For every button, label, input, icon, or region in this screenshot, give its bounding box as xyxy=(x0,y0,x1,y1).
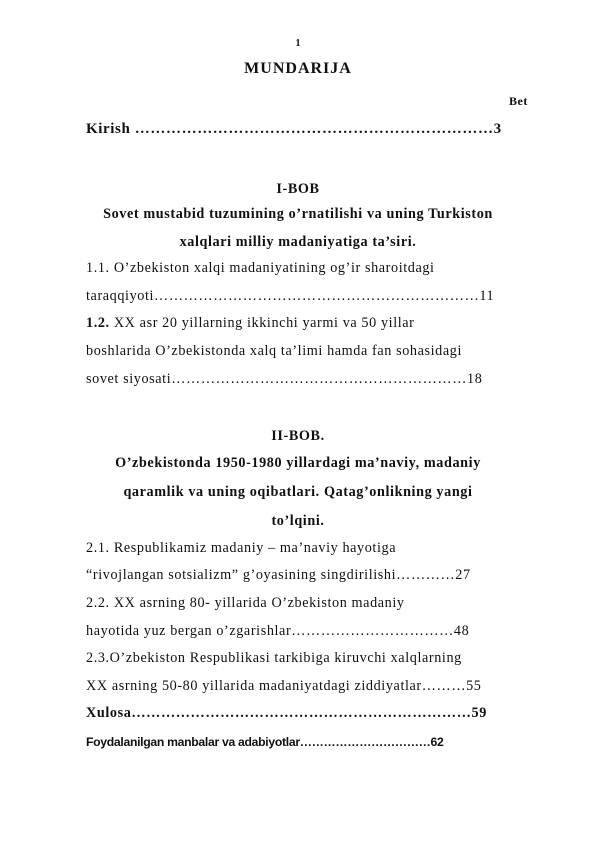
chapter2-title-line2: qaramlik va uning oqibatlari. Qatag’onlikning yangi xyxy=(123,484,473,500)
chapter1-title-line2: xalqlari milliy madaniyatiga ta’siri. xyxy=(179,234,417,250)
toc-2-1-line2: “rivojlangan sotsializm” g’oyasining singdirilishi…………27 xyxy=(86,567,471,583)
chapter2-title-line3: to’lqini. xyxy=(271,513,325,529)
chapter1-heading: I-BOB xyxy=(276,181,320,197)
page-number: 1 xyxy=(295,38,301,49)
page-column-label: Bet xyxy=(509,94,528,108)
toc-conclusion: Xulosa……………………………………………………………59 xyxy=(86,705,487,721)
chapter1-title-line1: Sovet mustabid tuzumining o’rnatilishi va uning Turkiston xyxy=(103,206,493,222)
toc-1-1-line2: taraqqiyoti…………………………………………………………11 xyxy=(86,288,495,304)
toc-2-3-line2: XX asrning 50-80 yillarida madaniyatdagi ziddiyatlar………55 xyxy=(86,678,482,694)
page-title: MUNDARIJA xyxy=(244,60,352,77)
toc-references: Foydalanilgan manbalar va adabiyotlar……………………………62 xyxy=(86,735,444,749)
toc-intro: Kirish ……………………………………………………………3 xyxy=(86,121,502,137)
toc-1-2-line3: sovet siyosati……………………………………………………18 xyxy=(86,371,483,387)
toc-2-2-line2: hayotida yuz bergan o’zgarishlar……………………………48 xyxy=(86,623,470,639)
toc-2-2-line1: 2.2. XX asrning 80- yillarida O’zbekiston madaniy xyxy=(86,595,405,611)
toc-2-3-line1: 2.3.O’zbekiston Respublikasi tarkibiga kiruvchi xalqlarning xyxy=(86,650,462,666)
toc-1-2-line1 xyxy=(86,315,415,332)
toc-1-2-number: 1.2. xyxy=(86,315,110,331)
toc-2-1-line1: 2.1. Respublikamiz madaniy – ma’naviy hayotiga xyxy=(86,540,397,556)
toc-1-1-line1: 1.1. O’zbekiston xalqi madaniyatining og’ir sharoitdagi xyxy=(86,260,435,276)
chapter2-heading: II-BOB. xyxy=(271,428,325,444)
toc-1-2-text: XX asr 20 yillarning ikkinchi yarmi va 50 yillar xyxy=(109,315,415,331)
chapter2-title-line1: O’zbekistonda 1950-1980 yillardagi ma’naviy, madaniy xyxy=(115,455,481,471)
toc-1-2-line2: boshlarida O’zbekistonda xalq ta’limi hamda fan sohasidagi xyxy=(86,343,462,359)
